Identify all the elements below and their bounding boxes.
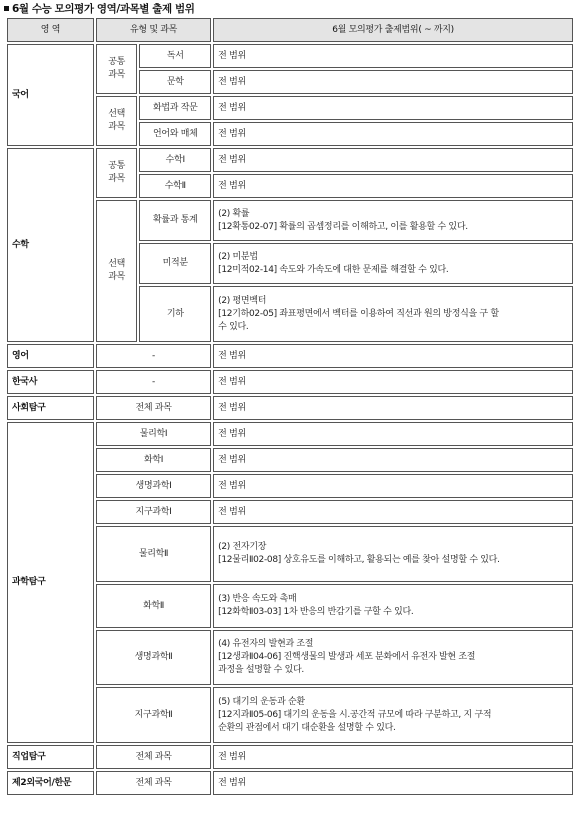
area-vocational: 직업탐구	[7, 745, 94, 769]
range-cell: 전 범위	[213, 344, 573, 368]
range-cell: 전 범위	[213, 174, 573, 198]
area-korean-history: 한국사	[7, 370, 94, 394]
header-type: 유형 및 과목	[96, 18, 211, 42]
range-cell: (5) 대기의 운동과 순환 [12지과Ⅱ05-06] 대기의 운동을 시.공간적 규모에 따라 구분하고, 지 구적 순환의 관점에서 대기 대순환을 설명할 수 있다.	[213, 687, 573, 743]
type-cell: 전체 과목	[96, 396, 211, 420]
subject-cell: 확률과 통계	[139, 200, 211, 241]
area-science: 과학탐구	[7, 422, 94, 743]
header-range: 6월 모의평가 출제범위( ~ 까지)	[213, 18, 573, 42]
subject-cell: 언어와 매체	[139, 122, 211, 146]
range-cell: 전 범위	[213, 370, 573, 394]
range-cell: 전 범위	[213, 122, 573, 146]
range-cell: 전 범위	[213, 474, 573, 498]
subject-cell: 생명과학Ⅱ	[96, 630, 211, 685]
table-row	[7, 344, 573, 368]
range-cell: 전 범위	[213, 96, 573, 120]
math-common-group: 공통 과목	[96, 148, 137, 198]
subject-cell: 수학Ⅰ	[139, 148, 211, 172]
table-row	[7, 422, 573, 446]
type-cell: 전체 과목	[96, 745, 211, 769]
math-elective-group: 선택 과목	[96, 200, 137, 342]
table-row	[7, 44, 573, 68]
range-cell: 전 범위	[213, 70, 573, 94]
square-bullet-icon	[4, 6, 9, 11]
page-title-text: 6월 수능 모의평가 영역/과목별 출제 범위	[12, 3, 195, 15]
subject-cell: 독서	[139, 44, 211, 68]
range-cell: (2) 미분법 [12미적02-14] 속도와 가속도에 대한 문제를 해결할 수 있다.	[213, 243, 573, 284]
subject-cell: 기하	[139, 286, 211, 342]
subject-cell: 화학Ⅱ	[96, 584, 211, 628]
range-cell: 전 범위	[213, 500, 573, 524]
table-row	[7, 396, 573, 420]
exam-range-table	[5, 16, 575, 797]
korean-common-group: 공통 과목	[96, 44, 137, 94]
range-cell: 전 범위	[213, 396, 573, 420]
subject-cell: 생명과학Ⅰ	[96, 474, 211, 498]
type-cell: -	[96, 344, 211, 368]
page-title	[4, 1, 195, 17]
subject-cell: 물리학Ⅱ	[96, 526, 211, 582]
header-area: 영 역	[7, 18, 94, 42]
range-cell: (2) 확률 [12확통02-07] 확률의 곱셈정리를 이해하고, 이를 활용할 수 있다.	[213, 200, 573, 241]
subject-cell: 미적분	[139, 243, 211, 284]
range-cell: (4) 유전자의 발현과 조절 [12생과Ⅱ04-06] 진핵생물의 발생과 세포 분화에서 유전자 발현 조절 과정을 설명할 수 있다.	[213, 630, 573, 685]
range-cell: (3) 반응 속도와 촉매 [12화학Ⅱ03-03] 1차 반응의 반감기를 구할 수 있다.	[213, 584, 573, 628]
subject-cell: 수학Ⅱ	[139, 174, 211, 198]
subject-cell: 지구과학Ⅰ	[96, 500, 211, 524]
type-cell: 전체 과목	[96, 771, 211, 795]
table-header-row	[7, 18, 573, 42]
subject-cell: 지구과학Ⅱ	[96, 687, 211, 743]
range-cell: 전 범위	[213, 771, 573, 795]
area-korean: 국어	[7, 44, 94, 146]
table-row	[7, 771, 573, 795]
range-cell: (2) 평면벡터 [12기하02-05] 좌표평면에서 벡터를 이용하여 직선과 원의 방정식을 구 할 수 있다.	[213, 286, 573, 342]
range-cell: 전 범위	[213, 148, 573, 172]
range-cell: 전 범위	[213, 448, 573, 472]
range-cell: 전 범위	[213, 44, 573, 68]
table-row	[7, 370, 573, 394]
area-math: 수학	[7, 148, 94, 342]
subject-cell: 문학	[139, 70, 211, 94]
subject-cell: 물리학Ⅰ	[96, 422, 211, 446]
korean-elective-group: 선택 과목	[96, 96, 137, 146]
range-cell: (2) 전자기장 [12물리Ⅱ02-08] 상호유도를 이해하고, 활용되는 예를 찾아 설명할 수 있다.	[213, 526, 573, 582]
table-row	[7, 745, 573, 769]
subject-cell: 화학Ⅰ	[96, 448, 211, 472]
range-cell: 전 범위	[213, 422, 573, 446]
range-cell: 전 범위	[213, 745, 573, 769]
type-cell: -	[96, 370, 211, 394]
subject-cell: 화법과 작문	[139, 96, 211, 120]
area-second-language: 제2외국어/한문	[7, 771, 94, 795]
area-english: 영어	[7, 344, 94, 368]
area-social-studies: 사회탐구	[7, 396, 94, 420]
table-row	[7, 148, 573, 172]
